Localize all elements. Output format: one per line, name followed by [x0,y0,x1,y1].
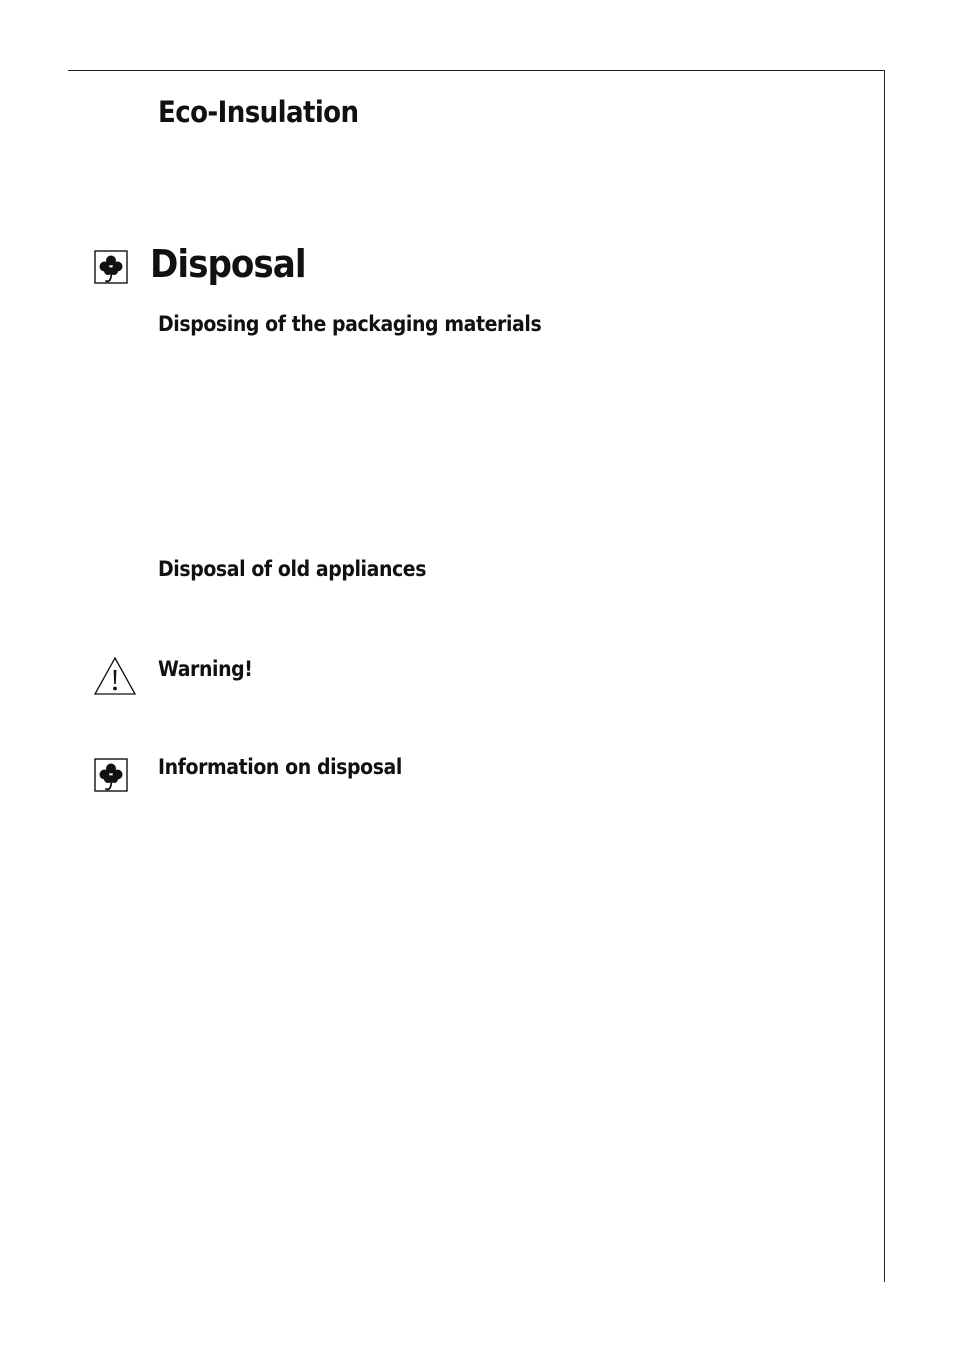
eco-insulation-heading: Eco-Insulation [158,95,359,129]
disposal-title: Disposal [150,242,306,286]
info-disposal-subheading: Information on disposal [158,755,402,779]
warning-label: Warning! [158,657,253,681]
old-appliances-subheading: Disposal of old appliances [158,557,427,581]
right-margin-rule [884,70,885,1282]
clover-icon [94,758,128,792]
packaging-subheading: Disposing of the packaging materials [158,312,542,336]
warning-triangle-icon [93,656,137,696]
top-rule [68,70,885,71]
clover-icon [94,250,128,284]
